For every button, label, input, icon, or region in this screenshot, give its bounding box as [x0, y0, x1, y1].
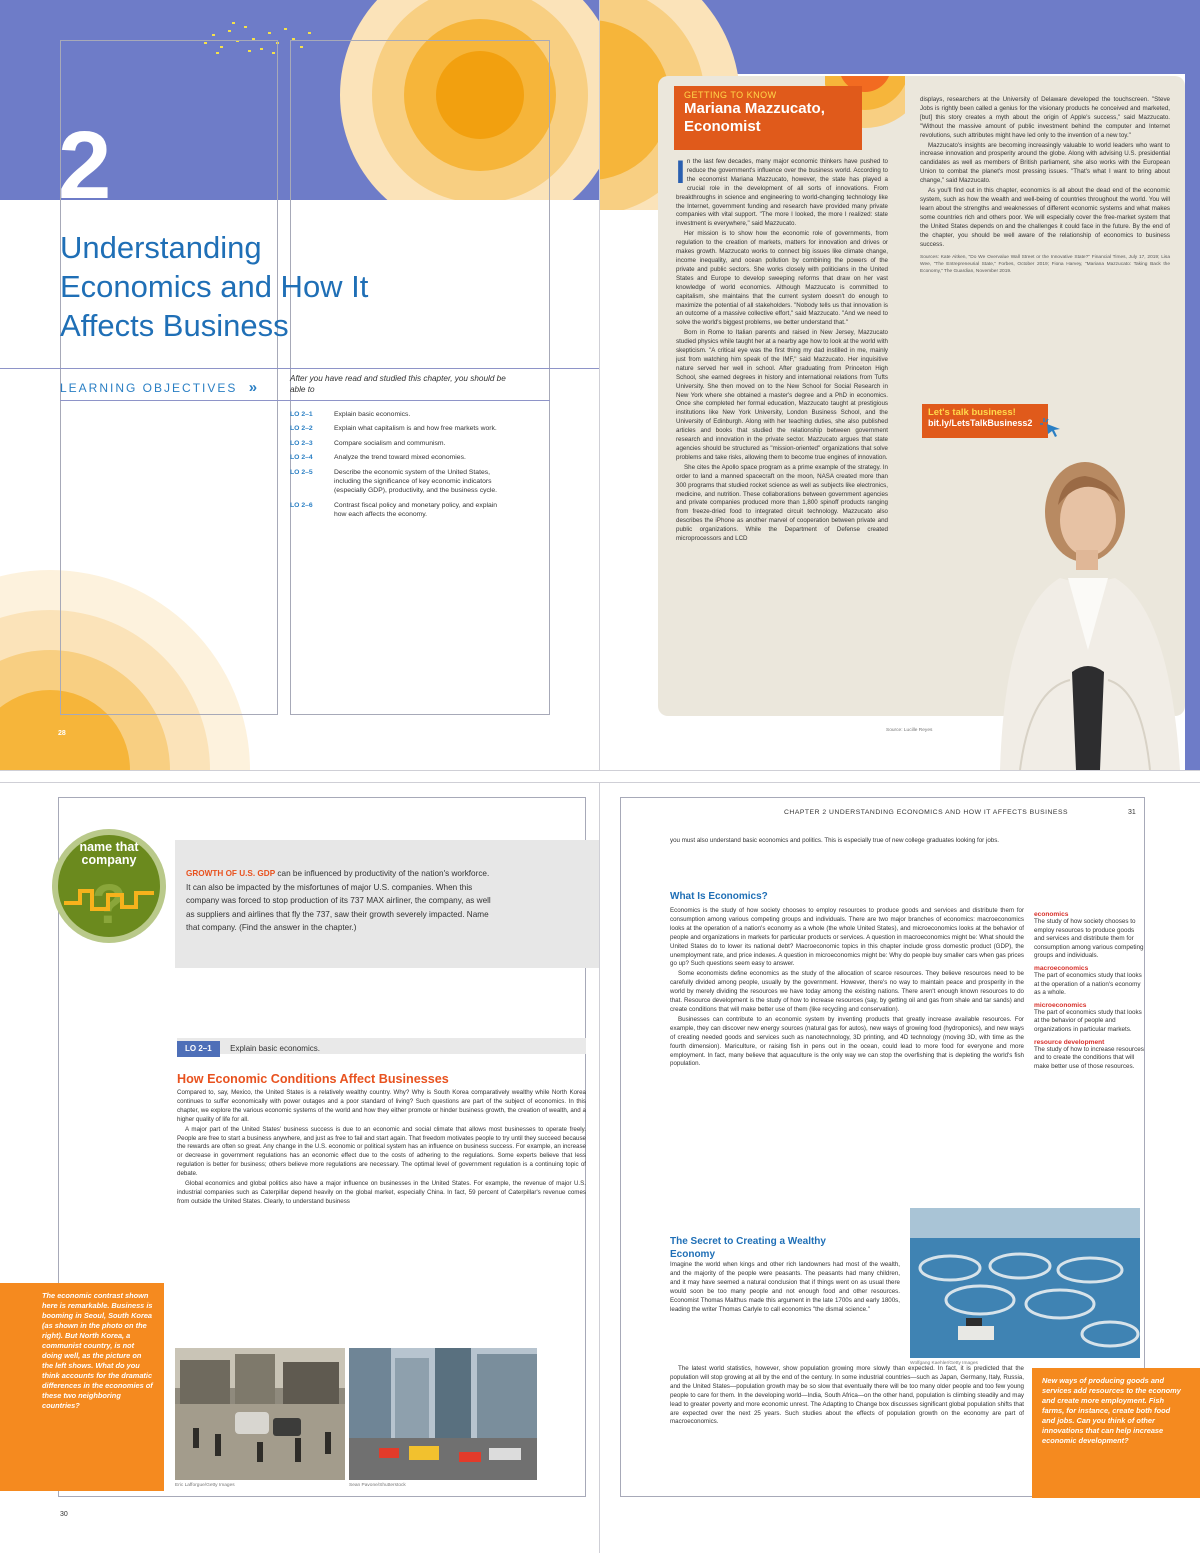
paragraph: Economics is the study of how society chooses to employ resources to produce goods and services and distribute them for consumption among various competing groups and individuals. There are two major branches of economics: macroeconomics looks at the operation of a nation's economy as a whole (the whole United States), and microeconomics looks at the behavior of people and organizations in markets for particular products or services. A question in macroeconomics might be: What should the United States do to lower its national debt? Macroeconomic topics in this chapter include gross domestic product (GDP), the unemployment rate, and price indexes. A question in microeconomics might be: Why do people buy smaller cars when gas prices go up? Such questions seem easy to answer.	[670, 907, 1024, 968]
sources-note: Sources: Kate Aitken, "Do We Overvalue Wall Street or the Innovative State?" Financial Times, July 17, 2019; Lisa Wee, "The Entrepreneurial State," Forbes, October 2019; Fiona Harvey, "Mariana Mazzucato: Taking Back the Economy," The Guardian, November 2019.	[920, 255, 1170, 274]
running-head: CHAPTER 2 UNDERSTANDING ECONOMICS AND HOW IT AFFECTS BUSINESS	[784, 809, 1069, 816]
heading-line: The Secret to Creating a Wealthy	[670, 1236, 826, 1247]
carry-text: you must also understand basic economics and politics. This is especially true of new college graduates looking for jobs.	[670, 837, 1000, 844]
objective-code: LO 2–1	[290, 411, 313, 418]
talk-business-box[interactable]	[922, 404, 1048, 438]
paragraph: Her mission is to show how the economic role of governments, from regulation to the creation of markets, matters for innovation and drives or makes growth. Mazzucato works to connect big issues like climate change, income inequality, and ocean pollution by combining the powers of the private and public sectors. She works closely with politicians in the United States and Europe to develop sweeping reforms that draw on her vast knowledge of world economics. Although Mazzucato is committed to capitalism, she maintains that the current system doesn't do enough to maximize the potential of all stakeholders. "Nobody tells us that innovation is an outcome of a massive collective effort," said Mazzucato. "And we need to solve the world's biggest problems, we better understand that."	[676, 230, 888, 327]
glossary-definition: The part of economics study that looks at the operation of a nation's economy as a whole.	[1034, 971, 1142, 997]
objective-item	[290, 501, 520, 520]
objective-list	[290, 410, 520, 525]
badge-line: name that	[79, 840, 139, 854]
lo-tag: LO 2–1	[177, 1041, 220, 1057]
objective-text: Explain basic economics.	[334, 411, 411, 418]
photo-credit: Wolfgang Kaehler/Getty Images	[910, 1361, 978, 1366]
side-caption: New ways of producing goods and services add resources to the economy and create more employment. Fish farms, for instance, create both food and jobs. Can you think of other innovations that can help increase economic development?	[1042, 1376, 1181, 1445]
objective-item	[290, 424, 520, 433]
paragraph: As you'll find out in this chapter, economics is all about the dead end of the economic system, such as how the wealth and well-being of countries throughout the world. You will learn about the strengths and weaknesses of different economic systems and what makes some countries rich and others poor. We will especially cover the free-market system that the United States depends on and the challenges it could face in the future. By the end of the chapter, you should be well aware of the relationship of economics to business success.	[920, 187, 1170, 248]
glossary-term: microeconomics	[1034, 1001, 1087, 1009]
chapter-number: 2	[58, 112, 112, 219]
profile-column-left	[676, 158, 888, 698]
photo-credit: Sean Pavone/Shutterstock	[349, 1483, 406, 1488]
badge-label	[50, 841, 168, 867]
objective-code: LO 2–2	[290, 425, 313, 433]
text-page-left	[0, 783, 600, 1553]
side-caption-box	[0, 1283, 164, 1491]
lo-rule	[0, 368, 600, 369]
profile-name: Mariana Mazzucato,	[684, 100, 825, 117]
section-heading-2	[670, 1235, 826, 1261]
section-body-2	[670, 1261, 900, 1315]
paragraph: Some economists define economics as the study of the allocation of scarce resources. They believe resources need to be carefully divided among people, usually by the government. However, there's no way to maintain peace and prosperity in the world by merely dividing the resources we have today among the existing nations. There aren't enough known resources to do that. Resource development is the study of how to increase resources (say, by getting oil and gas from shale and tar sands) and create conditions that will make better use of them (like recycling and conservation).	[670, 970, 1024, 1013]
lo-rule	[60, 400, 550, 401]
intro-text: can be influenced by productivity of the nation's workforce. It can also be impacted by the misfortunes of major U.S. companies. When this company was forced to stop production of its 737 MAX airliner, the company, as well as suppliers and airlines that fly the 737, saw their growth severely impacted. Name that company. (Find the answer in the chapter.)	[186, 869, 491, 932]
cursor-click-icon	[1040, 416, 1064, 438]
glossary-term: resource development	[1034, 1038, 1105, 1046]
objective-code: LO 2–4	[290, 454, 313, 462]
paragraph: displays, researchers at the University of Delaware developed the touchscreen. "Steve Jobs is rightly been called a genius for the visionary products he conceived and marketed, [but] this story creates a myth about the origin of Apple's success," said Mazzucato. "Without the massive amount of public investment behind the computer and Internet revolutions, such attributes might have led only to the invention of a new toy."	[920, 96, 1170, 139]
objective-item	[290, 439, 520, 448]
objective-code: LO 2–6	[290, 501, 313, 509]
section-body	[177, 1089, 586, 1208]
heading-line: Economy	[670, 1249, 716, 1260]
lo-heading-label: LEARNING OBJECTIVES	[60, 381, 238, 395]
lo-intro: After you have read and studied this chapter, you should be able to	[290, 374, 506, 394]
paragraph: Mazzucato's insights are becoming increasingly valuable to world leaders who want to increase innovation and prosperity around the globe. Along with advising U.S. presidential candidates as well as members of British parliament, she also works with the European Union to combat the planet's most pressing issues. "That's what I want to bring about change," said Mazzucato.	[920, 141, 1170, 185]
drop-cap: I	[676, 158, 685, 190]
talk-label: Let's talk business!	[928, 407, 1016, 418]
title-line: Affects Business	[60, 308, 289, 343]
photo-credit: Eric Lafforgue/Getty Images	[175, 1483, 235, 1488]
paragraph: She cites the Apollo space program as a prime example of the strategy. In order to land a manned spacecraft on the moon, NASA created more than 300 programs that studied rocket science as well as subjects like electronics, medicine, and nutrition. These collaborations between government agencies and private companies produced more than 1,800 spinoff products ranging from freeze-dried food to integrated circuit technology. Mazzucato also describes the iPhone as another marvel of cooperation between private and public organizations. While the Department of Defense created microprocessors and LCD	[676, 463, 888, 543]
paragraph: The latest world statistics, however, show population growing more slowly than expected. In fact, it is predicted that the population will stop growing at all by the end of the century. In some industrial countries—such as Japan, Germany, Italy, Russia, and the United States—population growth may be so slow that eventually there will be too many older people and too few young people to care for them. In the developing world—India, South Africa—on the other hand, population is climbing steadily and may lead to greater poverty and more economic unrest. The Adapting to Change box discusses significant global population shifts that are expected over the next 25 years. Such studies about the effects of population growth on the economy are part of macroeconomics.	[670, 1365, 1024, 1426]
svg-text:?: ?	[91, 872, 127, 935]
profile-title: Economist	[684, 118, 761, 135]
side-caption-box	[1032, 1368, 1200, 1498]
paragraph: Global economics and global politics also have a major influence on businesses in the United States. For example, the revenue of major U.S. industrial companies such as Caterpillar depend heavily on the global market, especially China. In fact, 59 percent of Caterpillar's revenue comes from outside the United States. Clearly, to understand business	[177, 1180, 586, 1205]
lo-tag-bar	[177, 1038, 586, 1054]
page-number: 31	[1128, 809, 1136, 816]
objective-text: Analyze the trend toward mixed economies.	[334, 454, 466, 462]
objective-text: Describe the economic system of the United States, including the significance of key economic indicators (especially GDP), productivity, and the business cycle.	[334, 468, 498, 495]
name-that-company-text	[186, 867, 496, 935]
glossary-term: economics	[1034, 911, 1069, 918]
photo-credit: Source: Lucille Reyes	[886, 728, 933, 733]
title-line: Economics and How It	[60, 269, 369, 304]
objective-text: Contrast fiscal policy and monetary policy, and explain how each affects the economy.	[334, 501, 498, 519]
objective-text: Explain what capitalism is and how free markets work.	[334, 425, 497, 433]
glossary-definition: The study of how society chooses to employ resources to produce goods and services and distribute them for consumption among various competing groups and individuals.	[1034, 918, 1144, 960]
chapter-opener-page	[0, 0, 600, 770]
section-heading: How Economic Conditions Affect Businesses	[177, 1072, 449, 1086]
intro-lead: GROWTH OF U.S. GDP	[186, 869, 276, 878]
side-caption: The economic contrast shown here is remarkable. Business is booming in Seoul, South Korea (as shown in the photo on the right). But North Korea, a communist country, is not doing well, as the picture on the left shows. What do you think accounts for the dramatic differences in the economies of these two neighboring countries?	[42, 1291, 153, 1410]
lo-tag-text: Explain basic economics.	[230, 1044, 320, 1053]
glossary-definition: The part of economics study that looks at the behavior of people and organizations in particular markets.	[1034, 1008, 1142, 1033]
paragraph: Born in Rome to Italian parents and raised in New Jersey, Mazzucato studied physics while taught her at a nearby age how to look at the world with skepticism. "A critical eye was the first thing my dad instilled in me, mainly just from watching him speak of the IMF," said Mazzucato. Her inquisitive nature served her well in school. After graduating from Princeton High School, she earned degrees in history and international relations from Tufts University. She then moved on to the New School for Social Research in New York where she obtained a master's degree and a PhD in economics. Once she completed her formal education, Mazzucato taught at prestigious institutions like New York University, London Business School, and the University of Edinburgh. Along with her teaching duties, she also published articles and books that studied the relationship between government research and innovation in the private sector. Mazzucato argues that state agencies should be structured as "mission-oriented" organizations that solve problems and take risks, allowing them to become true engines of innovation.	[676, 329, 888, 461]
glossary-definition: The study of how to increase resources and to create the conditions that will make better use of those resources.	[1034, 1045, 1144, 1070]
paragraph: A major part of the United States' business success is due to an economic and social climate that allows most businesses to operate freely. People are free to start a business anywhere, and just as free to fail and start again. That freedom motivates people to try until they succeed because the rewards are often so great. Any change in the U.S. economic or political system has an influence on business success. For example, an increase or decrease in government regulations has an economic effect due to the costs of adhering to the regulations. Some experts believe that less regulation is better for business; others believe more regulations are necessary. The optimal level of government regulation is a continuing topic of debate.	[177, 1125, 586, 1178]
objective-text: Compare socialism and communism.	[334, 439, 446, 447]
paragraph: Businesses can contribute to an economic system by inventing products that greatly increase available resources. For example, they can discover new energy sources (natural gas for autos), new ways of growing food (hydroponics), and new ways of creating needed goods and services such as nanotechnology, 3D printing, and 4D technology (moving 3D, with time as the fourth dimension). Mariculture, or raising fish in pens out in the ocean, could lead to more food for everyone and more employment. In fact, many believe that aquaculture is the only way we can stop the overfishing that is depleting the world's fish population.	[670, 1015, 1024, 1068]
chapter-title	[60, 228, 368, 345]
objective-code: LO 2–5	[290, 468, 313, 476]
objective-item	[290, 410, 520, 419]
lo-heading	[60, 379, 259, 396]
text-page-right	[600, 783, 1200, 1553]
seoul-city-photo	[349, 1348, 537, 1480]
profile-page	[600, 0, 1200, 770]
glossary-margin	[1034, 911, 1144, 1075]
paragraph: n the last few decades, many major economic thinkers have pushed to reduce the government's influence over the business world. According to the economist Mariana Mazzucato, however, the state has played a crucial role in the development of all sorts of innovations. From breakthroughs in science and engineering to world-changing technology like the Internet, government funding and research have provided many private companies with vital support. "The more I looked, the more I realized: state investment is everywhere," said Mazzucato.	[676, 158, 888, 228]
badge-line: company	[81, 853, 137, 867]
paragraph: Imagine the world when kings and other rich landowners had most of the wealth, and the majority of the people were peasants. The peasants had many children, and it may have seemed a natural conclusion that if things went on as usual there would soon be too many people and not enough food and other resources. Economist Thomas Malthus made this argument in the late 1700s and early 1800s, leading the writer Thomas Carlyle to call economics "the dismal science."	[670, 1261, 900, 1313]
section-body-3	[670, 1365, 1024, 1428]
page-number: 28	[58, 730, 66, 737]
profile-column-right	[920, 96, 1170, 275]
objective-item	[290, 453, 520, 462]
profile-heading-box	[674, 86, 862, 150]
profile-kicker: GETTING TO KNOW	[684, 90, 777, 100]
double-chevron-icon: »	[248, 379, 260, 396]
glossary-term: macroeconomics	[1034, 964, 1089, 972]
section-body	[670, 907, 1024, 1070]
objective-item	[290, 468, 520, 496]
paragraph: Compared to, say, Mexico, the United States is a relatively wealthy country. Why? Why is South Korea comparatively wealthy while North Korea continues to suffer economically with power outages and a poor standard of living? Such questions are part of the subject of economics. In this chapter, we explore the various economic systems of the world and how they either promote or hinder business growth, the creation of wealth, and a higher quality of life for all.	[177, 1089, 586, 1123]
fish-farm-photo	[910, 1208, 1140, 1358]
page-number: 30	[60, 1511, 68, 1518]
north-korea-street-photo	[175, 1348, 345, 1480]
talk-link[interactable]: bit.ly/LetsTalkBusiness2	[928, 418, 1033, 428]
title-line: Understanding	[60, 230, 262, 265]
portrait-photo	[980, 450, 1190, 770]
objective-code: LO 2–3	[290, 439, 313, 447]
section-heading: What Is Economics?	[670, 891, 768, 902]
